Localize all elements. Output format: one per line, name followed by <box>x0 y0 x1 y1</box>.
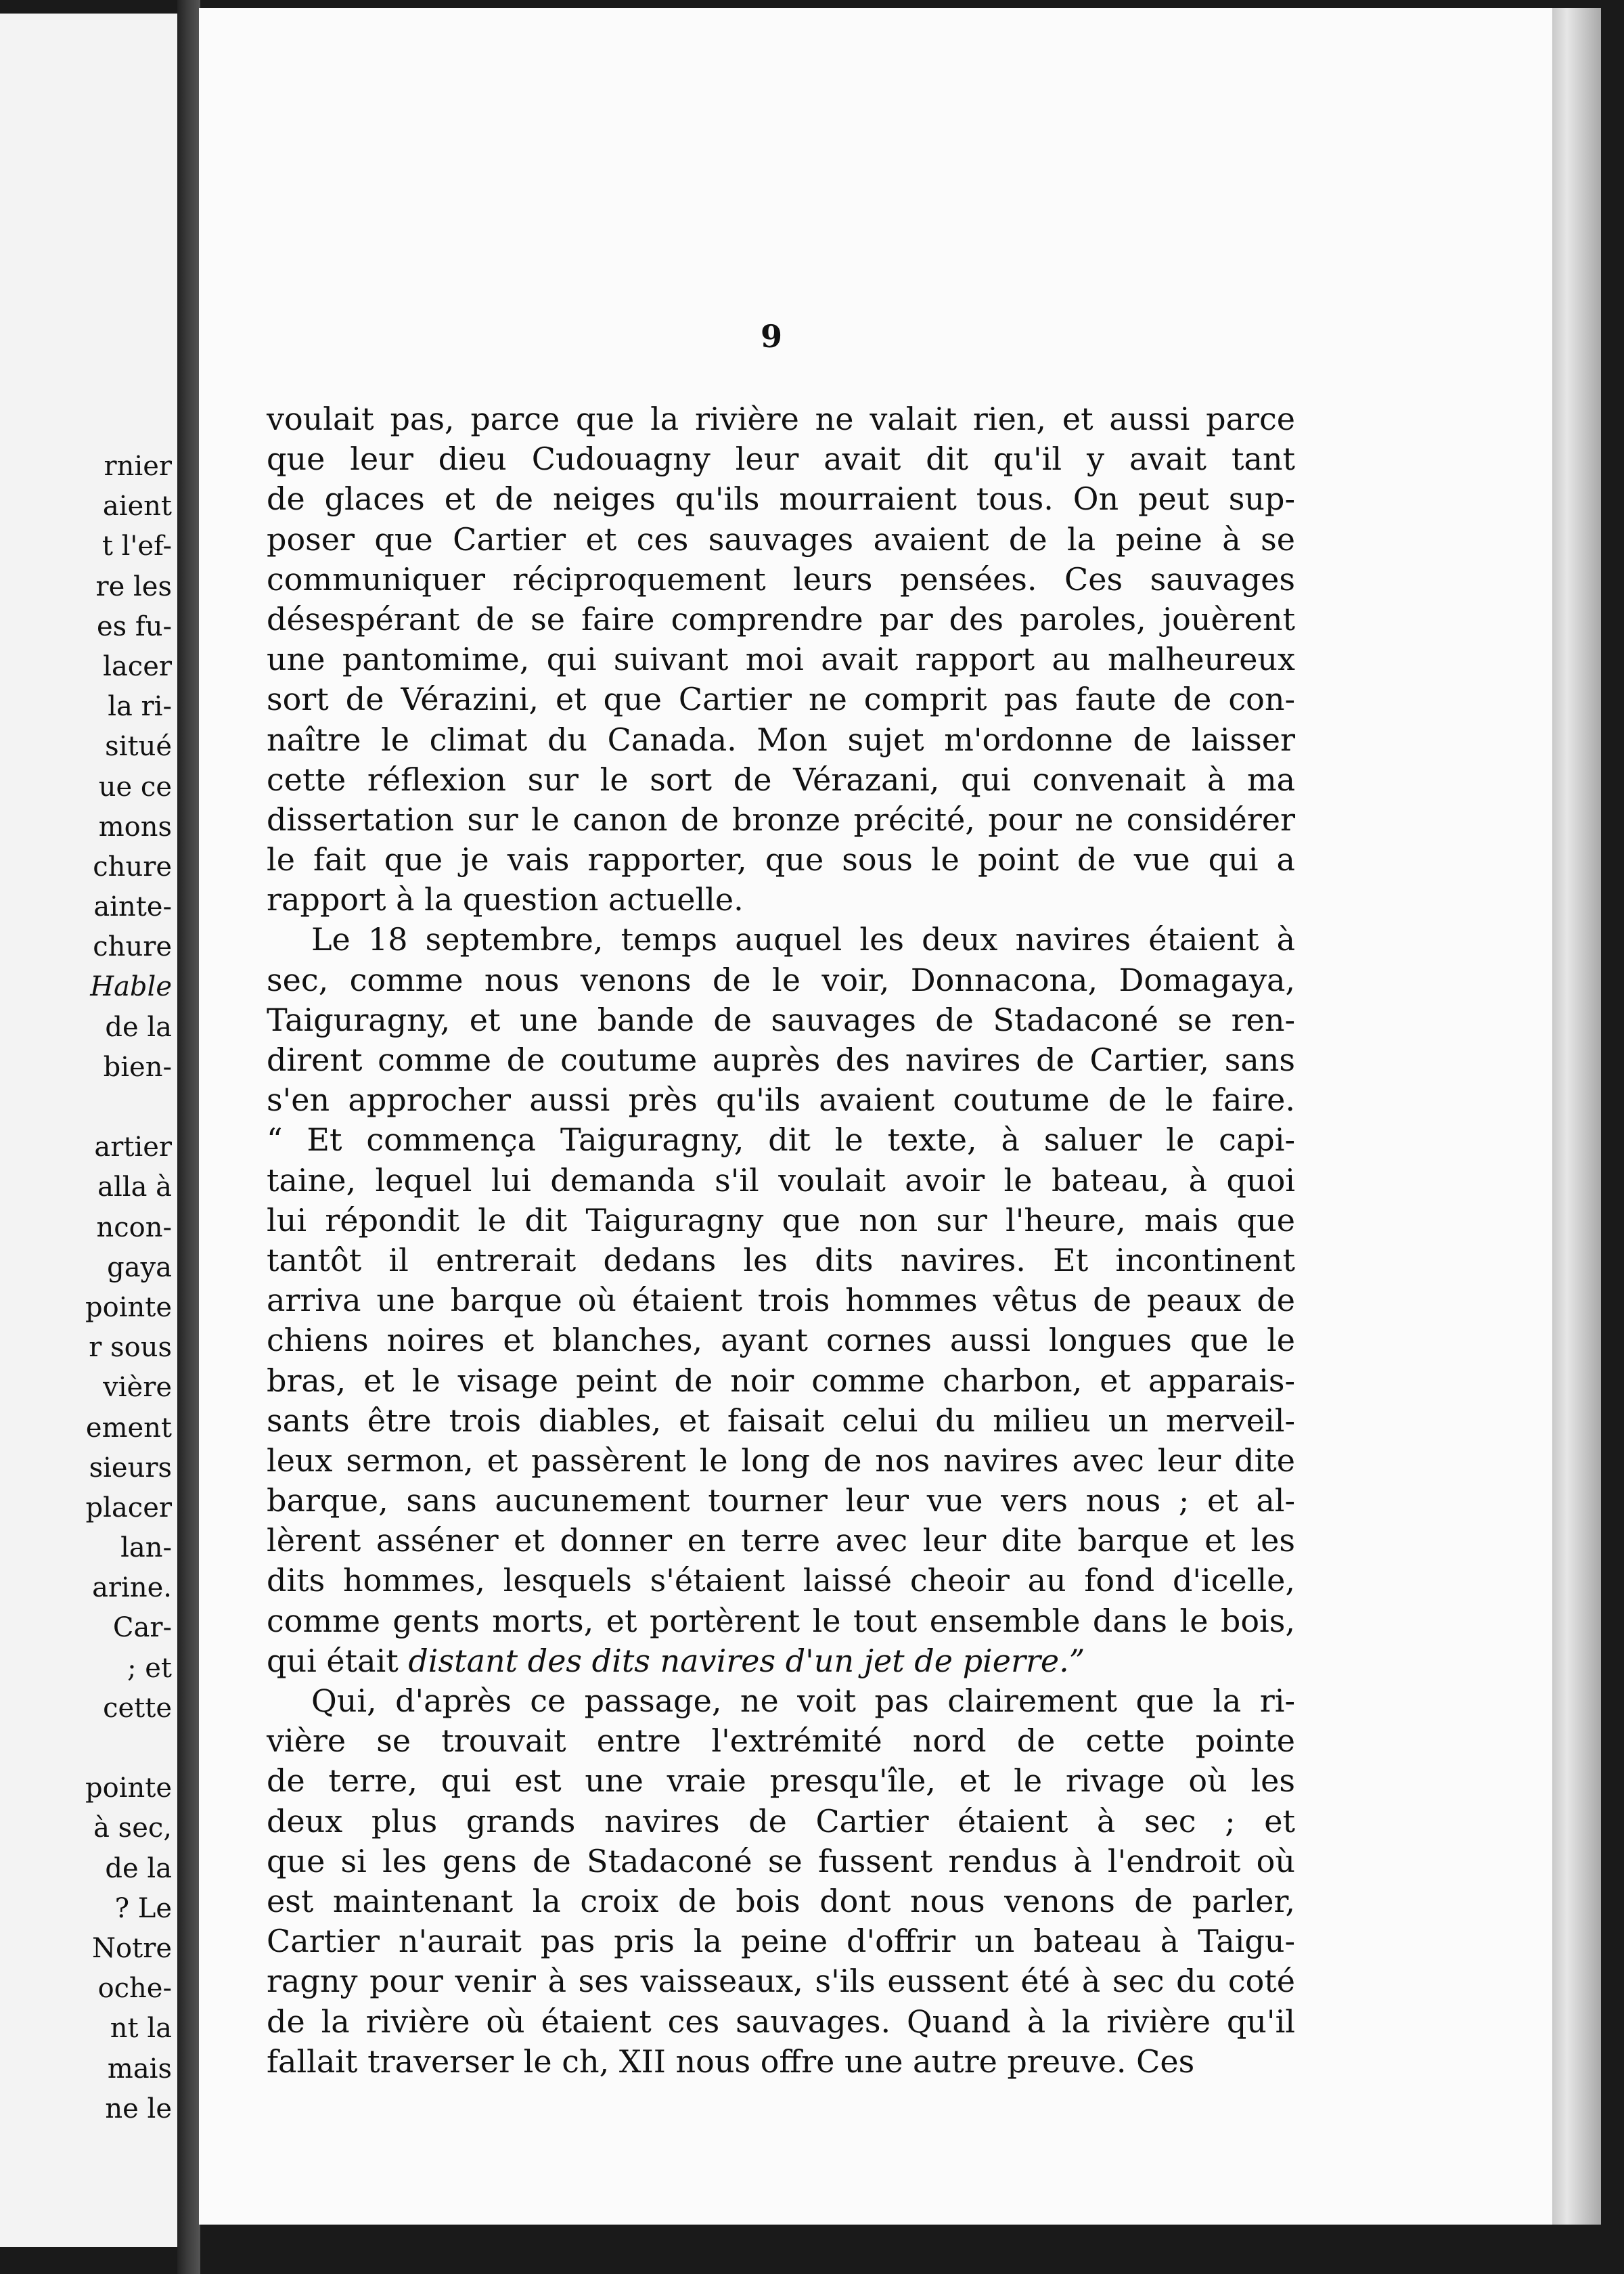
text-line: naître le climat du Canada. Mon sujet m'ordonne de laisser <box>267 721 1295 758</box>
text-line: deux plus grands navires de Cartier étaient à sec ; et <box>267 1802 1295 1840</box>
previous-page-fragment: t l'ef- <box>102 531 172 562</box>
previous-page-fragment: rnier <box>104 451 172 482</box>
previous-page-fragment: de la <box>105 1011 172 1043</box>
previous-page-fragment: re les <box>95 571 172 602</box>
previous-page-fragment: ainte- <box>93 891 172 923</box>
previous-page-fragment <box>0 1729 172 1768</box>
text-line: s'en approcher aussi près qu'ils avaient coutume de le faire. <box>267 1082 1295 1119</box>
previous-page-fragment: chure <box>93 931 172 963</box>
previous-page-fragment: es fu- <box>97 610 172 642</box>
page-number: 9 <box>760 318 782 355</box>
previous-page-fragment: pointe <box>85 1291 172 1323</box>
previous-page-fragment: ? Le <box>114 1892 172 1924</box>
text-line: le fait que je vais rapporter, que sous le point de vue qui a <box>267 841 1295 878</box>
text-line: voulait pas, parce que la rivière ne valait rien, et aussi parce <box>267 401 1295 437</box>
previous-page-fragment: vière <box>103 1372 172 1404</box>
previous-page-fragment: placer <box>85 1492 172 1523</box>
text-line: une pantomime, qui suivant moi avait rapport au malheureux <box>267 641 1295 678</box>
text-line: désespérant de se faire comprendre par des paroles, jouèrent <box>267 600 1295 638</box>
text-line: communiquer réciproquement leurs pensées. Ces sauvages <box>267 560 1295 598</box>
text-line: sec, comme nous venons de le voir, Donnacona, Domagaya, <box>267 961 1295 998</box>
text-line: vière se trouvait entre l'extrémité nord de cette pointe <box>267 1722 1295 1760</box>
text-line: lèrent asséner et donner en terre avec leur dite barque et les <box>267 1522 1295 1559</box>
text-line: que si les gens de Stadaconé se fussent rendus à l'endroit où <box>267 1842 1295 1879</box>
previous-page-fragment: Car- <box>112 1612 172 1644</box>
text-line: de la rivière où étaient ces sauvages. Quand à la rivière qu'il <box>267 2003 1295 2040</box>
previous-page-fragment: ement <box>85 1412 172 1444</box>
text-line: cette réflexion sur le sort de Vérazani, qui convenait à ma <box>267 761 1295 798</box>
previous-page-fragment: gaya <box>107 1251 172 1283</box>
previous-page-fragment: chure <box>93 851 172 883</box>
text-line: “ Et commença Taiguragny, dit le texte, à saluer le capi- <box>267 1121 1295 1159</box>
text-line: poser que Cartier et ces sauvages avaient de la peine à se <box>267 520 1295 558</box>
previous-page-fragment: ue ce <box>98 771 172 803</box>
previous-page-edge <box>0 14 177 2247</box>
text-line: Taiguragny, et une bande de sauvages de Stadaconé se ren- <box>267 1001 1295 1038</box>
previous-page-fragment: r sous <box>89 1332 172 1364</box>
previous-page-fragment: aient <box>102 491 172 522</box>
text-line: ragny pour venir à ses vaisseaux, s'ils eussent été à sec du coté <box>267 1963 1295 2000</box>
previous-page-fragment: sieurs <box>89 1452 172 1484</box>
text-line: arriva une barque où étaient trois hommes vêtus de peaux de <box>267 1282 1295 1319</box>
previous-page-fragment: lacer <box>103 650 172 682</box>
text-line: leux sermon, et passèrent le long de nos navires avec leur dite <box>267 1442 1295 1479</box>
text-line: qui était distant des dits navires d'un jet de pierre.” <box>267 1642 1085 1679</box>
previous-page-fragment: Notre <box>92 1932 172 1964</box>
text-line: taine, lequel lui demanda s'il voulait avoir le bateau, à quoi <box>267 1161 1295 1199</box>
text-line: Cartier n'aurait pas pris la peine d'offrir un bateau à Taigu- <box>267 1923 1295 1960</box>
previous-page-fragment: cette <box>103 1692 172 1724</box>
previous-page-fragment: situé <box>105 731 172 763</box>
text-line: que leur dieu Cudouagny leur avait dit qu'il y avait tant <box>267 441 1295 478</box>
text-line: de glaces et de neiges qu'ils mourraient tous. On peut sup- <box>267 481 1295 518</box>
text-line: fallait traverser le ch, XII nous offre une autre preuve. Ces <box>267 2043 1195 2080</box>
previous-page-fragment: ncon- <box>96 1211 172 1243</box>
previous-page-line-fragments <box>0 447 172 2129</box>
text-line: lui répondit le dit Taiguragny que non sur l'heure, mais que <box>267 1201 1295 1239</box>
previous-page-fragment: arine. <box>92 1572 172 1604</box>
previous-page-fragment: à sec, <box>93 1812 172 1844</box>
previous-page-fragment: Hable <box>90 971 172 1003</box>
previous-page-fragment: mais <box>107 2053 172 2084</box>
previous-page-fragment: de la <box>105 1852 172 1884</box>
italic-quote: distant des dits navires d'un jet de pierre.” <box>408 1642 1085 1679</box>
text-line: dits hommes, lesquels s'étaient laissé cheoir au fond d'icelle, <box>267 1562 1295 1599</box>
previous-page-fragment: la ri- <box>108 691 172 723</box>
previous-page-fragment: mons <box>98 811 172 843</box>
text-line: tantôt il entrerait dedans les dits navires. Et incontinent <box>267 1241 1295 1278</box>
text-line: bras, et le visage peint de noir comme charbon, et apparais- <box>267 1362 1295 1399</box>
text-line: chiens noires et blanches, ayant cornes aussi longues que le <box>267 1322 1295 1359</box>
previous-page-fragment: ; et <box>127 1652 172 1684</box>
text-line: est maintenant la croix de bois dont nous venons de parler, <box>267 1882 1295 1919</box>
text-line: Qui, d'après ce passage, ne voit pas clairement que la ri- <box>311 1682 1295 1719</box>
previous-page-fragment: alla à <box>97 1172 172 1203</box>
text-line: de terre, qui est une vraie presqu'île, et le rivage où les <box>267 1762 1295 1800</box>
text-line: barque, sans aucunement tourner leur vue vers nous ; et al- <box>267 1482 1295 1519</box>
previous-page-fragment: nt la <box>110 2013 172 2045</box>
body-text <box>267 399 1295 2082</box>
text-line: dirent comme de coutume auprès des navires de Cartier, sans <box>267 1042 1295 1078</box>
text-line: Le 18 septembre, temps auquel les deux navires étaient à <box>311 921 1295 958</box>
book-gutter <box>177 0 200 2274</box>
text-line: dissertation sur le canon de bronze précité, pour ne considérer <box>267 801 1295 838</box>
page-edge-stack <box>1552 8 1601 2225</box>
previous-page-fragment: artier <box>94 1132 172 1163</box>
previous-page-fragment: bien- <box>103 1051 172 1083</box>
text-line: sort de Vérazini, et que Cartier ne comprit pas faute de con- <box>267 681 1295 718</box>
previous-page-fragment: pointe <box>85 1773 172 1804</box>
previous-page-fragment <box>0 1088 172 1128</box>
text-line: comme gents morts, et portèrent le tout ensemble dans le bois, <box>267 1602 1295 1639</box>
text-line: sants être trois diables, et faisait celui du milieu un merveil- <box>267 1402 1295 1439</box>
previous-page-fragment: lan- <box>120 1532 172 1564</box>
previous-page-fragment: oche- <box>97 1973 172 2005</box>
text-line: rapport à la question actuelle. <box>267 881 744 918</box>
previous-page-fragment: ne le <box>105 2093 172 2124</box>
